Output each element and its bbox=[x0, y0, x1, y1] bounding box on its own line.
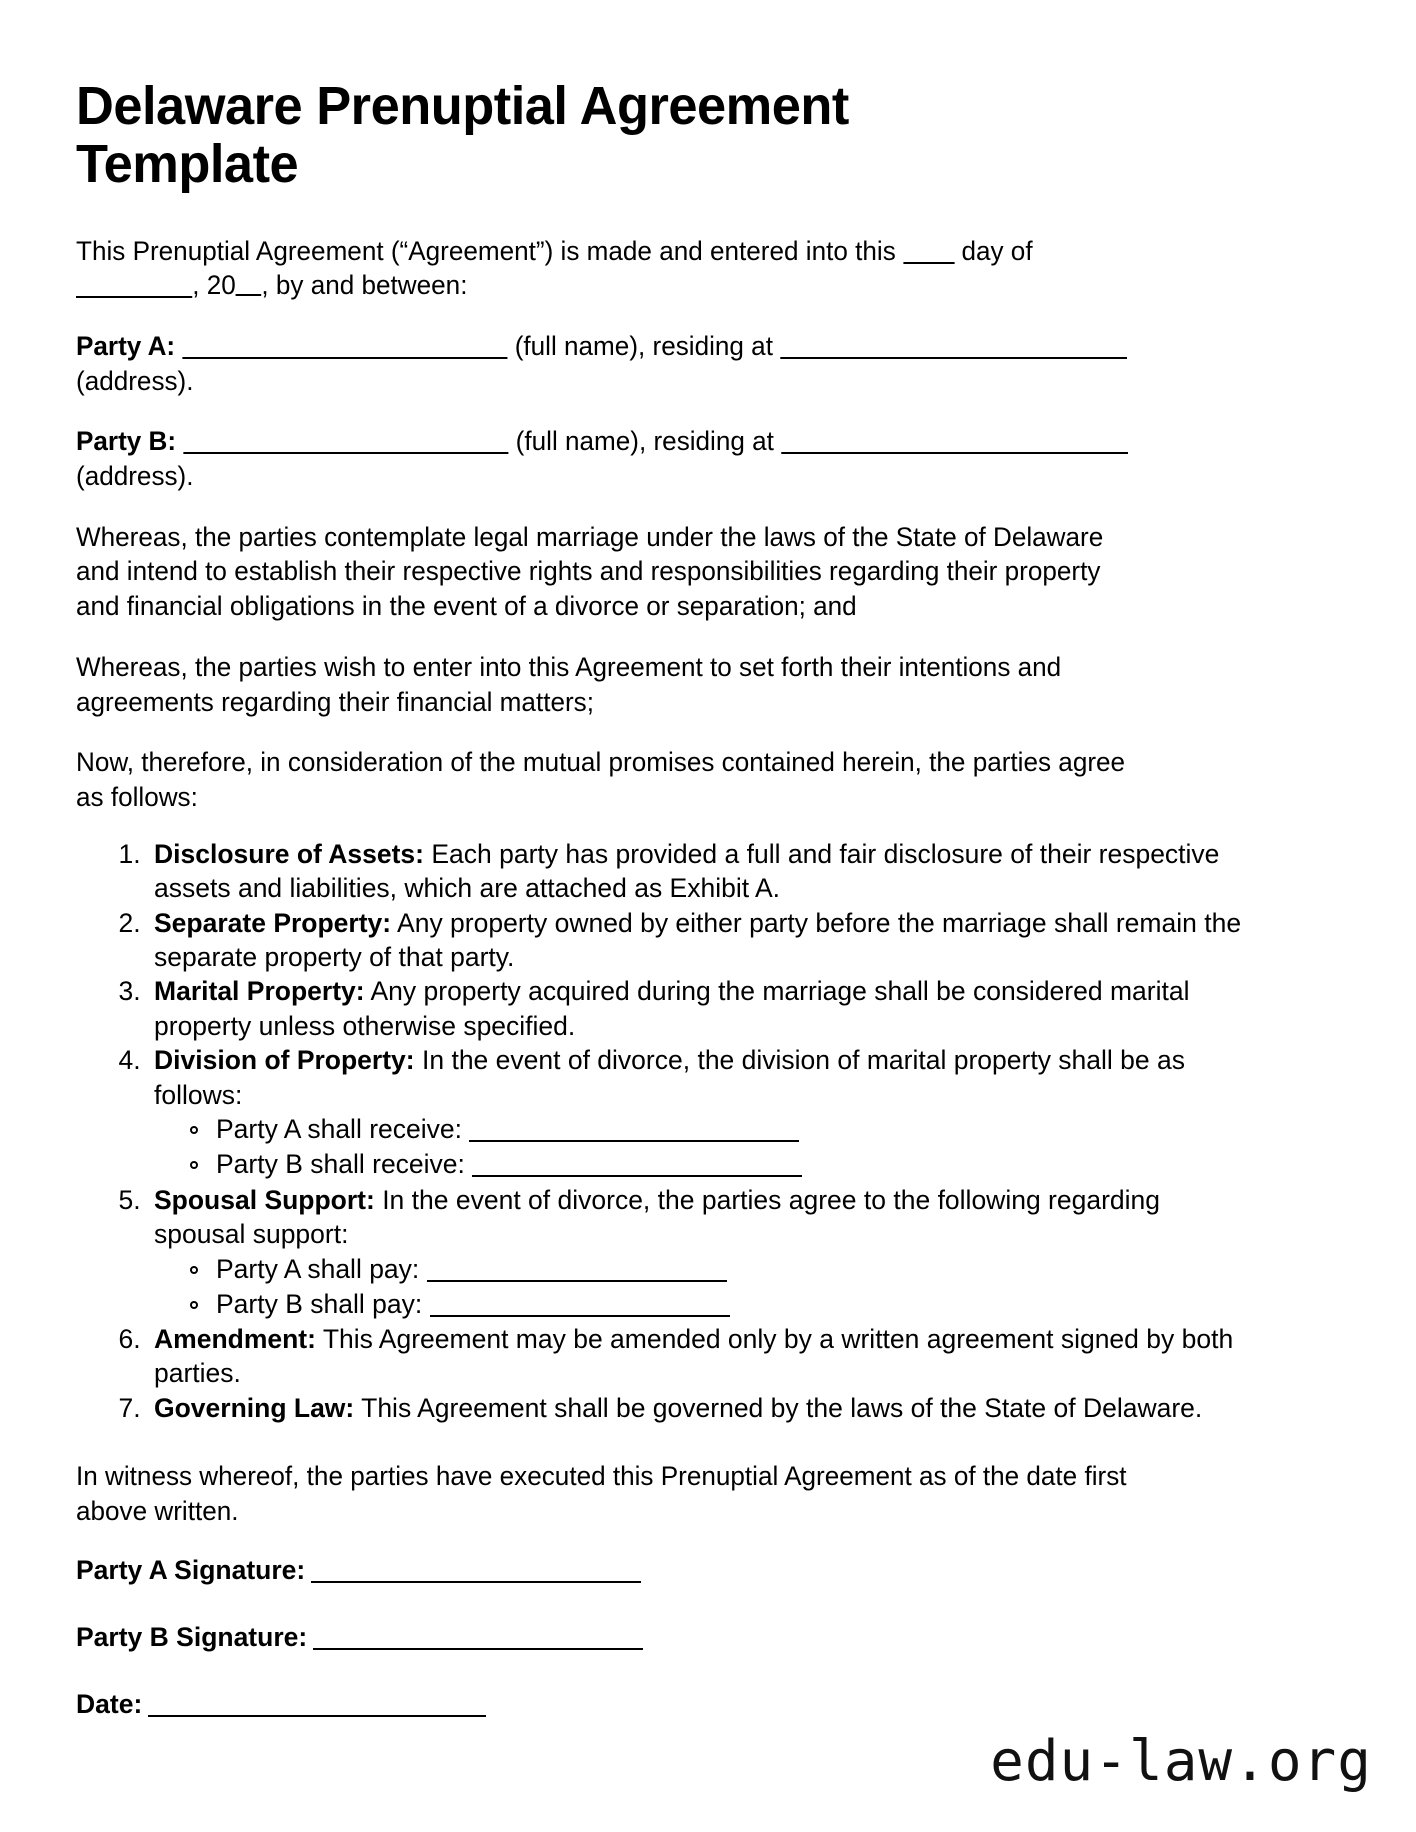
list-item bbox=[148, 1322, 1248, 1391]
list-item bbox=[148, 906, 1248, 975]
party-a-pay-blank[interactable] bbox=[427, 1260, 727, 1282]
day-blank[interactable] bbox=[903, 242, 954, 264]
intro-text-part2: day of bbox=[954, 235, 1033, 266]
party-a-block bbox=[76, 329, 1138, 398]
site-watermark: edu-law.org bbox=[990, 1729, 1372, 1794]
date-row bbox=[76, 1689, 1340, 1720]
list-item bbox=[216, 1147, 1248, 1182]
party-a-after-address: (address). bbox=[76, 365, 194, 396]
intro-text-part3: , 20 bbox=[192, 270, 236, 301]
party-b-receive-blank[interactable] bbox=[472, 1155, 802, 1177]
date-label: Date: bbox=[76, 1688, 143, 1719]
sub-list bbox=[154, 1252, 1248, 1322]
party-b-signature-blank[interactable] bbox=[313, 1628, 643, 1650]
clause-list bbox=[76, 837, 1248, 1426]
party-b-signature-label: Party B Signature: bbox=[76, 1621, 308, 1652]
list-item bbox=[148, 1183, 1248, 1322]
clause-text: In the event of divorce, the division of marital property shall be as follows: bbox=[154, 1045, 1186, 1110]
list-item bbox=[148, 974, 1248, 1043]
party-b-after-name: (full name), residing at bbox=[515, 426, 774, 457]
party-b-signature-row bbox=[76, 1622, 1340, 1653]
sub-list bbox=[154, 1112, 1248, 1182]
intro-paragraph bbox=[76, 234, 1138, 303]
party-a-address-blank[interactable] bbox=[780, 337, 1127, 359]
list-item bbox=[216, 1112, 1248, 1147]
party-a-receive-blank[interactable] bbox=[469, 1120, 799, 1142]
clause-text: Each party has provided a full and fair disclosure of their respective assets and liabilities, which are attached as Exhibit A. bbox=[154, 838, 1220, 904]
date-blank[interactable] bbox=[148, 1695, 486, 1717]
year-blank[interactable] bbox=[236, 278, 262, 296]
clause-heading: Spousal Support: bbox=[154, 1184, 375, 1215]
clause-text: This Agreement shall be governed by the laws of the State of Delaware. bbox=[354, 1392, 1203, 1423]
party-b-name-blank[interactable] bbox=[183, 432, 508, 454]
clause-heading: Disclosure of Assets: bbox=[154, 838, 424, 869]
list-item bbox=[148, 1391, 1248, 1425]
list-item bbox=[216, 1252, 1248, 1287]
list-item bbox=[148, 837, 1248, 906]
sub-item-label: Party B shall receive: bbox=[216, 1149, 465, 1180]
party-b-block bbox=[76, 424, 1138, 493]
party-b-label: Party B: bbox=[76, 426, 177, 457]
clause-heading: Separate Property: bbox=[154, 907, 392, 938]
party-a-signature-label: Party A Signature: bbox=[76, 1554, 306, 1585]
clause-text: Any property owned by either party before the marriage shall remain the separate property of that party. bbox=[154, 907, 1242, 972]
sub-item-label: Party B shall pay: bbox=[216, 1288, 423, 1319]
list-item bbox=[216, 1287, 1248, 1322]
party-b-address-blank[interactable] bbox=[781, 432, 1128, 454]
intro-text-part1: This Prenuptial Agreement (“Agreement”) is made and entered into this bbox=[76, 235, 903, 266]
clause-text: Any property acquired during the marriage shall be considered marital property unless otherwise specified. bbox=[154, 976, 1190, 1041]
intro-text-part4: , by and between: bbox=[261, 270, 468, 301]
party-b-pay-blank[interactable] bbox=[430, 1295, 730, 1317]
list-item bbox=[148, 1043, 1248, 1182]
whereas-paragraph-2: Whereas, the parties wish to enter into this Agreement to set forth their intentions and agreements regarding their financial matters; bbox=[76, 651, 1062, 717]
party-a-signature-blank[interactable] bbox=[311, 1561, 641, 1583]
now-therefore-paragraph: Now, therefore, in consideration of the mutual promises contained herein, the parties agree as follows: bbox=[76, 747, 1126, 812]
party-a-after-name: (full name), residing at bbox=[514, 330, 773, 361]
party-a-label: Party A: bbox=[76, 330, 176, 361]
month-blank[interactable] bbox=[76, 276, 192, 298]
clause-heading: Amendment: bbox=[154, 1323, 316, 1354]
sub-item-label: Party A shall pay: bbox=[216, 1253, 420, 1284]
clause-text: In the event of divorce, the parties agree to the following regarding spousal support: bbox=[154, 1184, 1161, 1250]
clause-heading: Division of Property: bbox=[154, 1045, 415, 1076]
party-a-signature-row bbox=[76, 1555, 1340, 1586]
page-title: Delaware Prenuptial Agreement Template bbox=[76, 76, 849, 194]
clause-text: This Agreement may be amended only by a written agreement signed by both parties. bbox=[154, 1323, 1234, 1389]
witness-paragraph: In witness whereof, the parties have executed this Prenuptial Agreement as of the date first above written. bbox=[76, 1461, 1127, 1526]
clause-heading: Marital Property: bbox=[154, 976, 365, 1007]
sub-item-label: Party A shall receive: bbox=[216, 1114, 462, 1145]
clause-heading: Governing Law: bbox=[154, 1392, 355, 1423]
party-b-after-address: (address). bbox=[76, 461, 194, 492]
party-a-name-blank[interactable] bbox=[182, 337, 507, 359]
whereas-paragraph-1: Whereas, the parties contemplate legal marriage under the laws of the State of Delaware and intend to establish their respective rights and responsibilities regarding their property and financial obligations in the event of a divorce or separation; and bbox=[76, 521, 1104, 622]
